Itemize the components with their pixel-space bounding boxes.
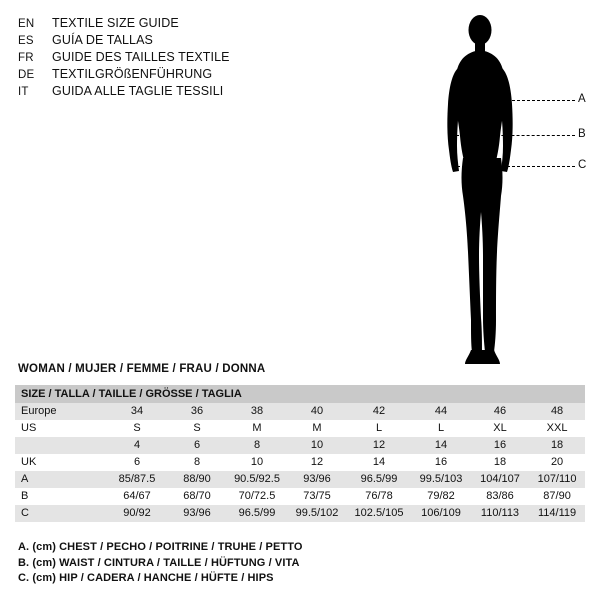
language-code: ES: [18, 35, 34, 47]
cell: 64/67: [107, 488, 167, 505]
language-row: [18, 16, 318, 32]
cell: S: [167, 420, 227, 437]
language-code: EN: [18, 18, 35, 30]
cell: 87/90: [529, 488, 585, 505]
cell: 36: [167, 403, 227, 420]
cell: 83/86: [471, 488, 529, 505]
cell: XL: [471, 420, 529, 437]
cell: 14: [347, 454, 411, 471]
table-row: [15, 488, 585, 505]
table-header-label: SIZE / TALLA / TAILLE / GRÖSSE / TAGLIA: [15, 385, 585, 403]
row-label: A: [15, 471, 107, 488]
size-table: [15, 385, 585, 522]
cell: 12: [347, 437, 411, 454]
cell: 70/72.5: [227, 488, 287, 505]
language-title: TEXTILGRÖßENFÜHRUNG: [52, 67, 213, 81]
table-row: [15, 454, 585, 471]
language-code: FR: [18, 52, 34, 64]
language-list: [18, 16, 318, 101]
cell: 99.5/102: [287, 505, 347, 522]
cell: M: [287, 420, 347, 437]
measure-line-c: [457, 166, 575, 167]
cell: 16: [411, 454, 471, 471]
table-row: [15, 420, 585, 437]
cell: 40: [287, 403, 347, 420]
cell: 6: [107, 454, 167, 471]
cell: 16: [471, 437, 529, 454]
language-row: [18, 50, 318, 66]
cell: L: [347, 420, 411, 437]
female-silhouette-icon: [430, 8, 590, 373]
cell: 48: [529, 403, 585, 420]
cell: 8: [167, 454, 227, 471]
cell: 18: [471, 454, 529, 471]
cell: 38: [227, 403, 287, 420]
measurement-notes: [18, 540, 578, 587]
cell: M: [227, 420, 287, 437]
cell: 106/109: [411, 505, 471, 522]
cell: 93/96: [287, 471, 347, 488]
table-row: [15, 403, 585, 420]
language-title: GUÍA DE TALLAS: [52, 33, 153, 47]
note-chest: A. (cm) CHEST / PECHO / POITRINE / TRUHE / PETTO: [18, 541, 303, 553]
female-body-figure: [430, 8, 590, 373]
cell: XXL: [529, 420, 585, 437]
cell: 90.5/92.5: [227, 471, 287, 488]
cell: 114/119: [529, 505, 585, 522]
cell: 88/90: [167, 471, 227, 488]
cell: 102.5/105: [347, 505, 411, 522]
cell: 8: [227, 437, 287, 454]
cell: 107/110: [529, 471, 585, 488]
cell: 12: [287, 454, 347, 471]
cell: 34: [107, 403, 167, 420]
language-row: [18, 33, 318, 49]
measure-label-a: A: [578, 93, 586, 105]
cell: 42: [347, 403, 411, 420]
row-label: UK: [15, 454, 107, 471]
cell: 10: [287, 437, 347, 454]
language-code: DE: [18, 69, 35, 81]
table-row: [15, 505, 585, 522]
language-title: GUIDA ALLE TAGLIE TESSILI: [52, 84, 224, 98]
cell: 76/78: [347, 488, 411, 505]
row-label: US: [15, 420, 107, 437]
cell: 46: [471, 403, 529, 420]
table-row: [15, 437, 585, 454]
cell: 96.5/99: [347, 471, 411, 488]
cell: L: [411, 420, 471, 437]
cell: 73/75: [287, 488, 347, 505]
row-label: [15, 437, 107, 454]
note-hip: C. (cm) HIP / CADERA / HANCHE / HÜFTE / HIPS: [18, 572, 274, 584]
language-row: [18, 84, 318, 100]
row-label: C: [15, 505, 107, 522]
cell: 68/70: [167, 488, 227, 505]
row-label: Europe: [15, 403, 107, 420]
table-row: [15, 471, 585, 488]
cell: 44: [411, 403, 471, 420]
cell: 90/92: [107, 505, 167, 522]
measure-line-b: [456, 135, 575, 136]
gender-title: WOMAN / MUJER / FEMME / FRAU / DONNA: [18, 363, 266, 375]
language-title: GUIDE DES TAILLES TEXTILE: [52, 50, 230, 64]
size-table-wrapper: [15, 385, 585, 522]
measure-label-b: B: [578, 128, 586, 140]
cell: S: [107, 420, 167, 437]
cell: 93/96: [167, 505, 227, 522]
measure-label-c: C: [578, 159, 587, 171]
cell: 110/113: [471, 505, 529, 522]
cell: 18: [529, 437, 585, 454]
cell: 79/82: [411, 488, 471, 505]
cell: 85/87.5: [107, 471, 167, 488]
cell: 14: [411, 437, 471, 454]
note-waist: B. (cm) WAIST / CINTURA / TAILLE / HÜFTUNG / VITA: [18, 556, 300, 569]
cell: 4: [107, 437, 167, 454]
measure-line-a: [457, 100, 575, 101]
language-row: [18, 67, 318, 83]
cell: 6: [167, 437, 227, 454]
cell: 99.5/103: [411, 471, 471, 488]
table-header-row: [15, 385, 585, 403]
language-code: IT: [18, 86, 29, 98]
cell: 104/107: [471, 471, 529, 488]
language-title: TEXTILE SIZE GUIDE: [52, 16, 179, 30]
cell: 10: [227, 454, 287, 471]
cell: 20: [529, 454, 585, 471]
row-label: B: [15, 488, 107, 505]
cell: 96.5/99: [227, 505, 287, 522]
